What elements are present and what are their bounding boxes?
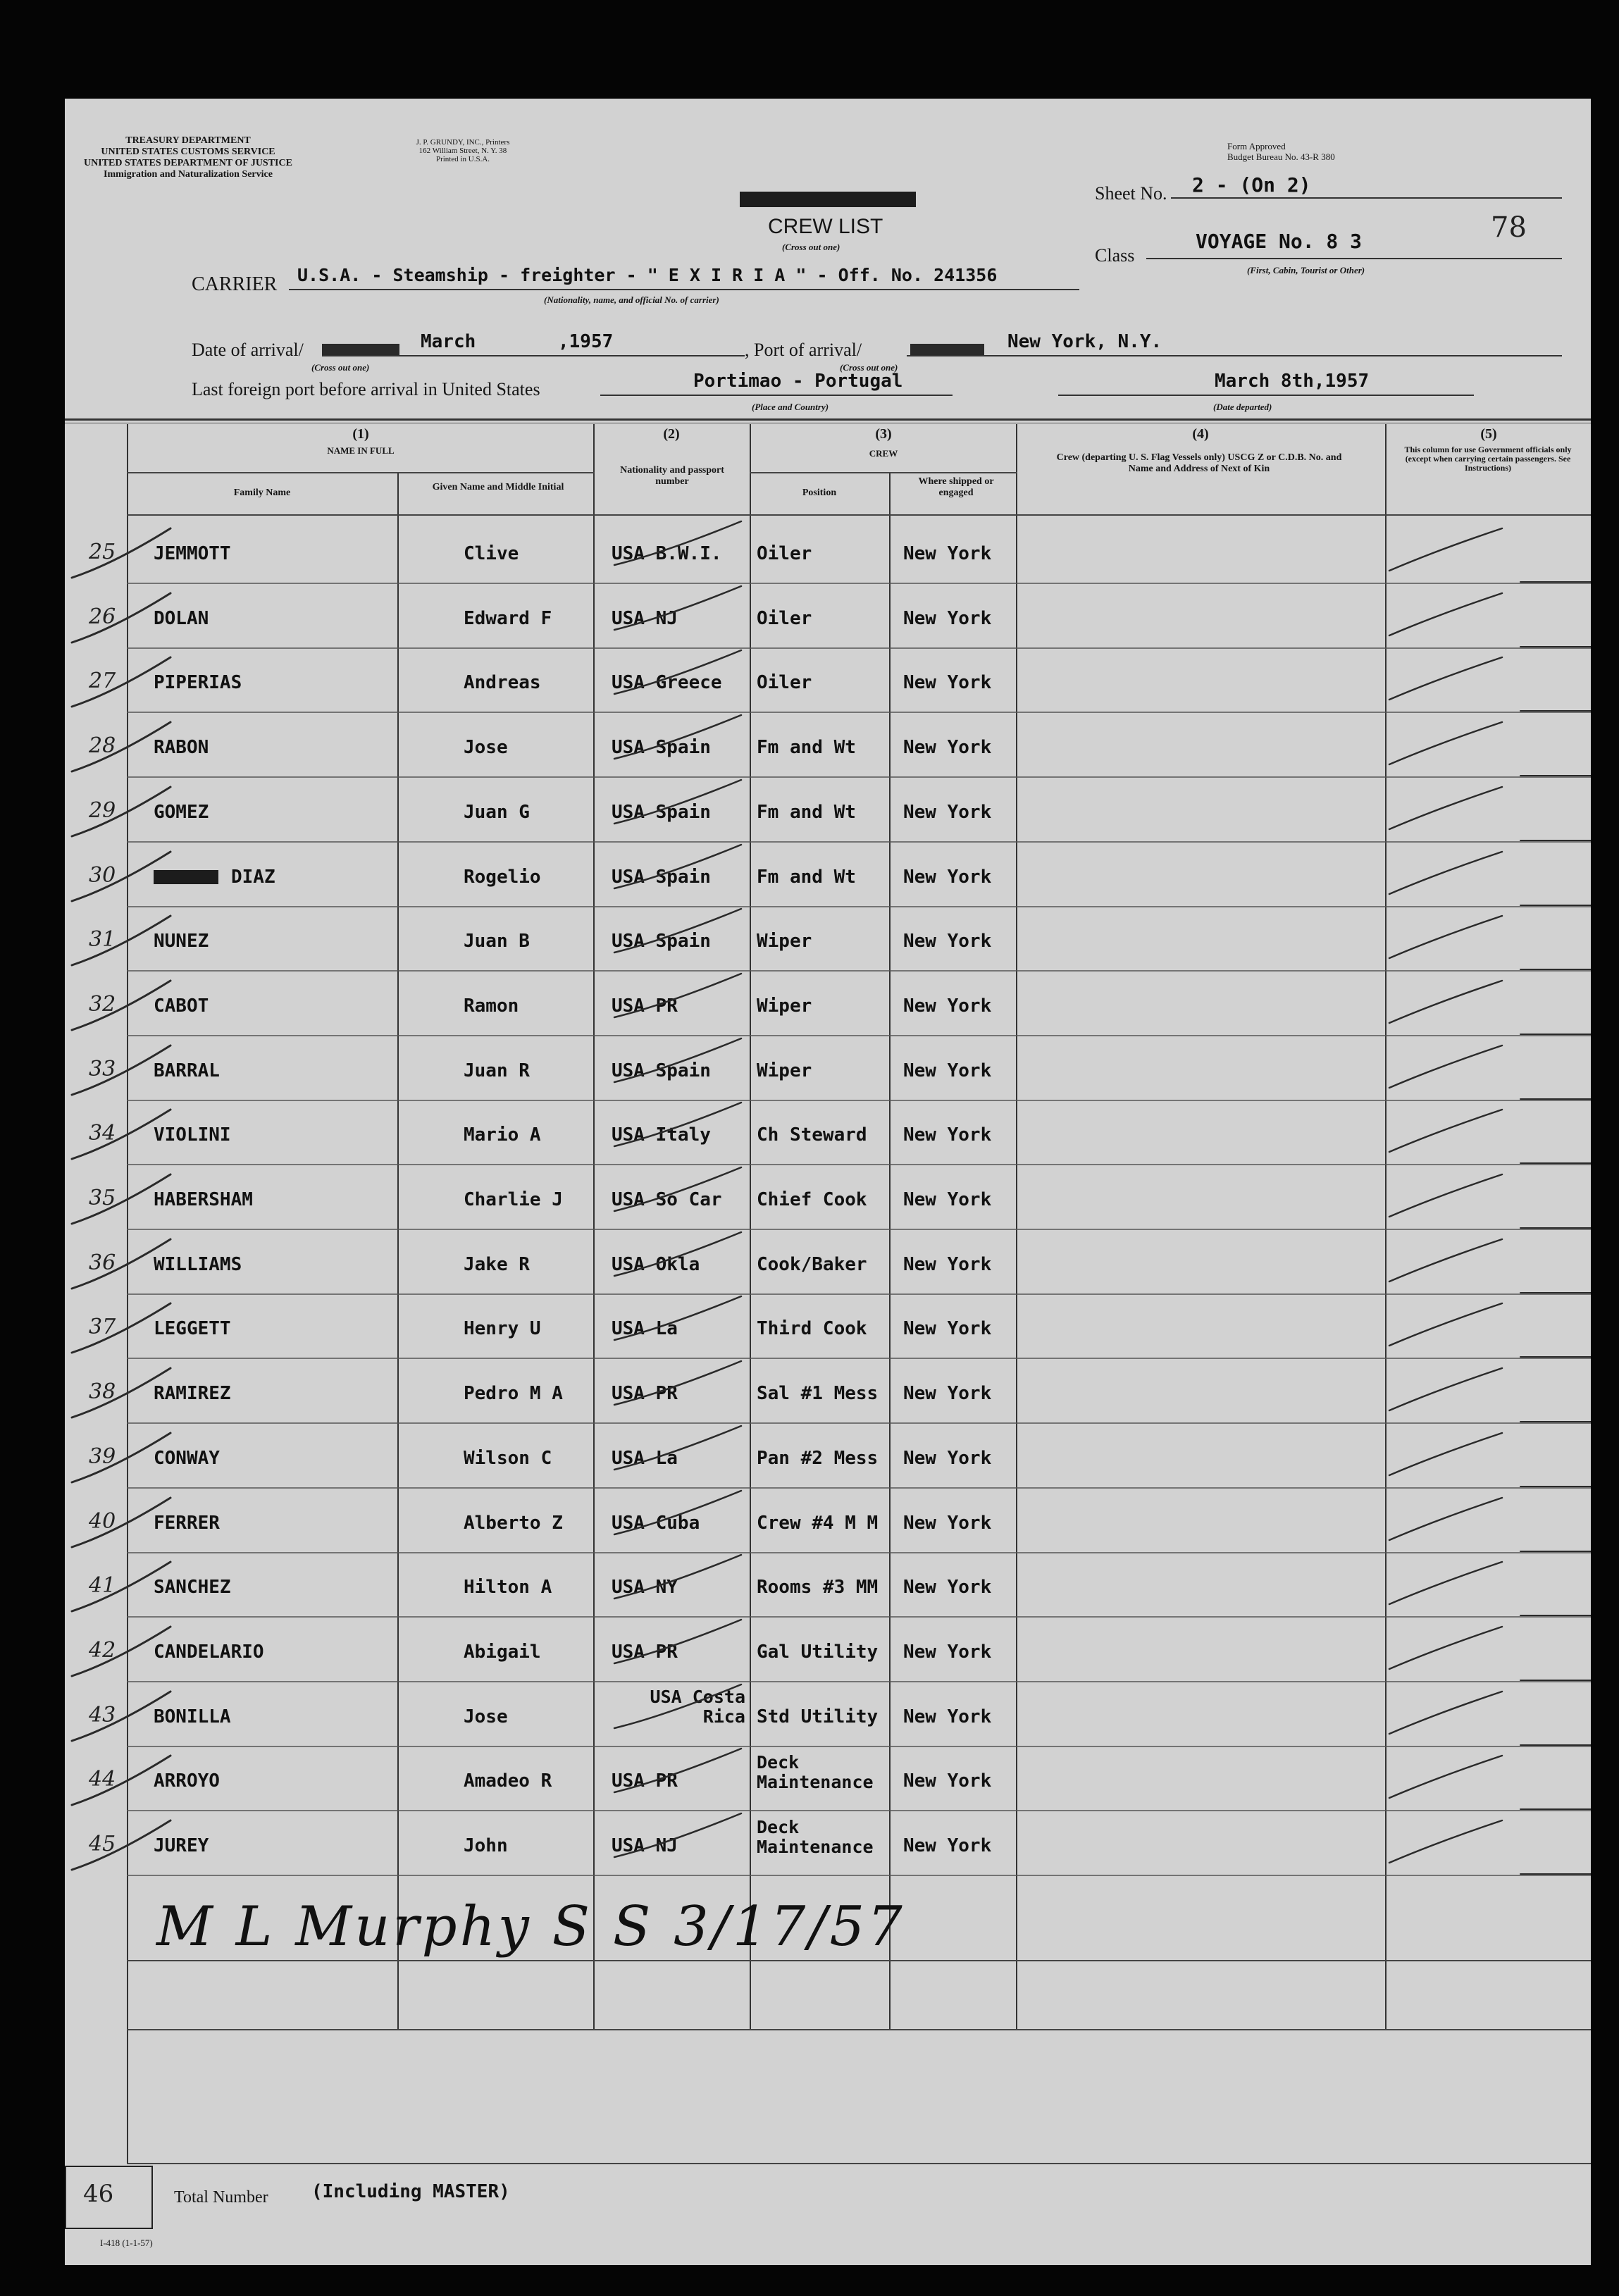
row-tick-mark — [72, 1562, 170, 1611]
given-name: Pedro M A — [464, 1383, 563, 1404]
row-number: 42 — [89, 1638, 116, 1663]
given-name: Jose — [464, 737, 508, 758]
port-label: , Port of arrival/ — [745, 340, 862, 360]
position: Chief Cook — [757, 1189, 867, 1210]
nationality: USA La — [612, 1318, 678, 1339]
given-name: Ramon — [464, 995, 519, 1017]
date-label: Date of arrival/ — [192, 340, 304, 360]
row-number: 26 — [89, 604, 116, 629]
family-name: ARROYO — [154, 1770, 220, 1792]
official-check-mark — [1389, 1368, 1502, 1410]
family-name: DOLAN — [154, 608, 209, 629]
nationality: USA PR — [612, 1642, 678, 1663]
position: Crew #4 M M — [757, 1513, 879, 1534]
where-engaged: New York — [903, 1642, 992, 1663]
nationality-check-mark — [614, 909, 741, 952]
where-engaged: New York — [903, 1770, 992, 1792]
agency-line-4: Immigration and Naturalization Service — [104, 169, 273, 180]
row-number: 33 — [89, 1057, 116, 1081]
row-tick-mark — [72, 1756, 170, 1805]
given-name: Clive — [464, 543, 519, 564]
crew-list-note: (Cross out one) — [782, 242, 840, 252]
position: Oiler — [757, 543, 812, 564]
official-check-mark — [1389, 722, 1502, 764]
where-engaged: New York — [903, 1513, 992, 1534]
row-number: 43 — [89, 1703, 116, 1727]
nationality-check-mark — [614, 1813, 741, 1857]
given-name: Mario A — [464, 1124, 541, 1146]
official-check-mark — [1389, 528, 1502, 571]
where-engaged: New York — [903, 608, 992, 629]
row-number: 38 — [89, 1379, 116, 1404]
col1-title: NAME IN FULL — [327, 445, 395, 456]
nationality: USA Okla — [612, 1254, 700, 1275]
given-name: Juan R — [464, 1060, 530, 1081]
position: Std Utility — [757, 1706, 879, 1727]
position: Sal #1 Mess — [757, 1383, 879, 1404]
row-tick-mark — [72, 852, 170, 901]
carrier-note: (Nationality, name, and official No. of carrier) — [544, 294, 719, 305]
row-number: 35 — [89, 1186, 116, 1210]
nationality: USA Italy — [612, 1124, 711, 1146]
given-name: Abigail — [464, 1642, 541, 1663]
where-engaged: New York — [903, 1577, 992, 1598]
col5-title: This column for use Government officials only (except when carrying certain passengers. See Instructions) — [1404, 445, 1572, 473]
family-name: RABON — [154, 737, 209, 758]
nationality: USA NJ — [612, 608, 678, 629]
family-name: GOMEZ — [154, 802, 209, 823]
given-name: Alberto Z — [464, 1513, 563, 1534]
row-tick-mark — [72, 916, 170, 965]
official-check-mark — [1389, 1692, 1502, 1734]
given-name: Hilton A — [464, 1577, 552, 1598]
departed-note: (Date departed) — [1213, 402, 1272, 412]
col2-title: Nationality and passport number — [620, 465, 724, 487]
official-check-mark — [1389, 1820, 1502, 1863]
where-engaged: New York — [903, 1835, 992, 1856]
position: Pan #2 Mess — [757, 1448, 879, 1469]
position: Cook/Baker — [757, 1254, 867, 1275]
col3-title: CREW — [869, 448, 898, 459]
total-label: Total Number — [174, 2188, 268, 2207]
official-check-mark — [1389, 787, 1502, 829]
row-number: 36 — [89, 1251, 116, 1275]
row-number: 44 — [89, 1767, 116, 1792]
row-number: 30 — [89, 863, 116, 888]
row-tick-mark — [72, 1045, 170, 1095]
nationality-check-mark — [614, 1167, 741, 1211]
family-name: CABOT — [154, 995, 209, 1017]
family-name: FERRER — [154, 1513, 220, 1534]
official-check-mark — [1389, 981, 1502, 1023]
printer-line-2: 162 William Street, N. Y. 38 — [418, 147, 507, 155]
total-note: (Including MASTER) — [311, 2181, 510, 2202]
where-engaged: New York — [903, 1448, 992, 1469]
row-tick-mark — [72, 1303, 170, 1353]
family-name: LEGGETT — [154, 1318, 231, 1339]
nationality: USA Costa Rica — [650, 1687, 745, 1727]
row-number: 45 — [89, 1832, 116, 1856]
col3b-title: Where shipped or engaged — [918, 476, 994, 498]
where-engaged: New York — [903, 1060, 992, 1081]
nationality: USA Spain — [612, 1060, 711, 1081]
position: Fm and Wt — [757, 867, 856, 888]
where-engaged: New York — [903, 995, 992, 1017]
printer-line-1: J. P. GRUNDY, INC., Printers — [416, 138, 510, 147]
position: Ch Steward — [757, 1124, 867, 1146]
col3a-title: Position — [802, 488, 837, 498]
given-name: Juan G — [464, 802, 530, 823]
row-number: 25 — [89, 540, 116, 564]
carrier-label: CARRIER — [192, 273, 278, 295]
family-name: DIAZ — [231, 867, 275, 888]
where-engaged: New York — [903, 1383, 992, 1404]
nationality: USA Cuba — [612, 1513, 700, 1534]
row-number: 37 — [89, 1315, 116, 1339]
given-name: Amadeo R — [464, 1770, 552, 1792]
official-check-mark — [1389, 1627, 1502, 1669]
position: Gal Utility — [757, 1642, 879, 1663]
position: Rooms #3 MM — [757, 1577, 879, 1598]
date-year: ,1957 — [558, 331, 614, 352]
officer-signature: M L Murphy S S 3/17/57 — [156, 1895, 905, 1959]
position: Fm and Wt — [757, 802, 856, 823]
nationality-check-mark — [614, 780, 741, 824]
official-check-mark — [1389, 593, 1502, 635]
class-label: Class — [1095, 245, 1135, 266]
row-tick-mark — [72, 1110, 170, 1159]
col1a-title: Family Name — [233, 488, 291, 498]
nationality: USA So Car — [612, 1189, 722, 1210]
where-engaged: New York — [903, 672, 992, 693]
where-engaged: New York — [903, 931, 992, 952]
given-name: Jose — [464, 1706, 508, 1727]
position: Wiper — [757, 1060, 812, 1081]
nationality: USA NY — [612, 1577, 678, 1598]
family-name: VIOLINI — [154, 1124, 231, 1146]
row-tick-mark — [72, 1239, 170, 1289]
nationality-check-mark — [614, 1232, 741, 1276]
where-engaged: New York — [903, 1124, 992, 1146]
family-name: BARRAL — [154, 1060, 220, 1081]
where-engaged: New York — [903, 1706, 992, 1727]
row-tick-mark — [72, 722, 170, 771]
col3-number: (3) — [875, 426, 892, 442]
row-tick-mark — [72, 1174, 170, 1224]
class-note: (First, Cabin, Tourist or Other) — [1247, 265, 1365, 275]
crew-list-title: CREW LIST — [768, 215, 883, 238]
row-tick-mark — [72, 1627, 170, 1676]
family-name: CONWAY — [154, 1448, 220, 1469]
agency-line-2: UNITED STATES CUSTOMS SERVICE — [101, 147, 275, 157]
row-tick-mark — [72, 528, 170, 578]
row-tick-mark — [72, 1692, 170, 1741]
last-port-value: Portimao - Portugal — [693, 371, 903, 392]
agency-line-1: TREASURY DEPARTMENT — [125, 135, 251, 146]
given-name: Wilson C — [464, 1448, 552, 1469]
row-tick-mark — [72, 593, 170, 643]
nationality-check-mark — [614, 1426, 741, 1470]
nationality: USA B.W.I. — [612, 543, 722, 564]
sheet-label: Sheet No. — [1095, 183, 1167, 204]
family-name: SANCHEZ — [154, 1577, 231, 1598]
row-number: 40 — [89, 1509, 116, 1534]
form-approved-line-2: Budget Bureau No. 43-R 380 — [1227, 151, 1335, 162]
nationality-check-mark — [614, 1620, 741, 1663]
family-name: RAMIREZ — [154, 1383, 231, 1404]
row-number: 39 — [89, 1444, 116, 1469]
nationality-check-mark — [614, 586, 741, 630]
audit-check-marks — [65, 99, 1591, 2265]
nationality-check-mark — [614, 650, 741, 694]
carrier-value: U.S.A. - Steamship - freighter - " E X I R I A " - Off. No. 241356 — [297, 265, 998, 285]
row-number: 32 — [89, 992, 116, 1017]
given-name: John — [464, 1835, 508, 1856]
family-name: JEMMOTT — [154, 543, 231, 564]
where-engaged: New York — [903, 1189, 992, 1210]
row-tick-mark — [72, 1368, 170, 1417]
position: Fm and Wt — [757, 737, 856, 758]
official-check-mark — [1389, 1562, 1502, 1604]
row-number: 28 — [89, 733, 116, 758]
where-engaged: New York — [903, 802, 992, 823]
port-note: (Cross out one) — [840, 362, 898, 373]
official-check-mark — [1389, 1045, 1502, 1088]
official-check-mark — [1389, 1239, 1502, 1282]
class-value: VOYAGE No. 8 3 — [1196, 230, 1363, 253]
nationality: USA Spain — [612, 867, 711, 888]
where-engaged: New York — [903, 1254, 992, 1275]
nationality: USA Spain — [612, 802, 711, 823]
family-name: PIPERIAS — [154, 672, 242, 693]
row-number: 34 — [89, 1121, 116, 1146]
position: Wiper — [757, 931, 812, 952]
official-check-mark — [1389, 1303, 1502, 1346]
official-check-mark — [1389, 657, 1502, 700]
official-check-mark — [1389, 1174, 1502, 1217]
row-tick-mark — [72, 657, 170, 707]
family-name: BONILLA — [154, 1706, 231, 1727]
position: Wiper — [757, 995, 812, 1017]
family-name: CANDELARIO — [154, 1642, 264, 1663]
official-check-mark — [1389, 1498, 1502, 1540]
nationality: USA PR — [612, 995, 678, 1017]
position: Third Cook — [757, 1318, 867, 1339]
nationality: USA La — [612, 1448, 678, 1469]
last-port-label: Last foreign port before arrival in United States — [192, 379, 540, 399]
where-engaged: New York — [903, 737, 992, 758]
printer-line-3: Printed in U.S.A. — [435, 155, 490, 163]
nationality: USA Spain — [612, 737, 711, 758]
row-tick-mark — [72, 981, 170, 1030]
nationality: USA NJ — [612, 1835, 678, 1856]
last-port-note: (Place and Country) — [752, 402, 829, 412]
family-name: JUREY — [154, 1835, 209, 1856]
where-engaged: New York — [903, 867, 992, 888]
row-tick-mark — [72, 787, 170, 836]
family-name: WILLIAMS — [154, 1254, 242, 1275]
official-check-mark — [1389, 852, 1502, 894]
port-value: New York, N.Y. — [1007, 331, 1162, 352]
where-engaged: New York — [903, 1318, 992, 1339]
nationality-check-mark — [614, 521, 741, 565]
nationality: USA Spain — [612, 931, 711, 952]
nationality-check-mark — [614, 1361, 741, 1405]
col4-title: Crew (departing U. S. Flag Vessels only) USCG Z or C.D.B. No. and Name and Address of Next of Kin — [1056, 452, 1342, 474]
nationality-check-mark — [614, 1684, 741, 1728]
official-check-mark — [1389, 1433, 1502, 1475]
row-number: 29 — [89, 798, 116, 823]
col1-number: (1) — [352, 426, 369, 442]
official-check-mark — [1389, 1756, 1502, 1798]
crew-list-document — [65, 99, 1591, 2265]
col1b-title: Given Name and Middle Initial — [432, 482, 564, 492]
row-number: 41 — [89, 1573, 116, 1598]
family-name: NUNEZ — [154, 931, 209, 952]
sheet-value: 2 - (On 2) — [1192, 173, 1311, 197]
nationality: USA PR — [612, 1770, 678, 1792]
position: Oiler — [757, 672, 812, 693]
official-check-mark — [1389, 916, 1502, 958]
row-number: 31 — [89, 927, 116, 952]
where-engaged: New York — [903, 543, 992, 564]
given-name: Jake R — [464, 1254, 530, 1275]
row-number: 27 — [89, 669, 116, 693]
row-tick-mark — [72, 1498, 170, 1547]
row-tick-mark — [72, 1820, 170, 1870]
nationality-check-mark — [614, 1296, 741, 1340]
form-approved-line-1: Form Approved — [1227, 141, 1286, 151]
given-name: Edward F — [464, 608, 552, 629]
nationality-check-mark — [614, 974, 741, 1017]
nationality: USA Greece — [612, 672, 722, 693]
given-name: Andreas — [464, 672, 541, 693]
date-note: (Cross out one) — [311, 362, 370, 373]
family-name: HABERSHAM — [154, 1189, 253, 1210]
given-name: Henry U — [464, 1318, 541, 1339]
nationality-check-mark — [614, 1491, 741, 1534]
form-code: I-418 (1-1-57) — [100, 2238, 153, 2248]
nationality-check-mark — [614, 1749, 741, 1792]
given-name: Juan B — [464, 931, 530, 952]
official-check-mark — [1389, 1110, 1502, 1152]
col5-number: (5) — [1480, 426, 1497, 442]
nationality-check-mark — [614, 1555, 741, 1599]
nationality-check-mark — [614, 1038, 741, 1082]
col4-number: (4) — [1192, 426, 1209, 442]
given-name: Charlie J — [464, 1189, 563, 1210]
nationality-check-mark — [614, 1103, 741, 1146]
nationality: USA PR — [612, 1383, 678, 1404]
nationality-check-mark — [614, 845, 741, 888]
position: Deck Maintenance — [757, 1817, 874, 1857]
col2-number: (2) — [663, 426, 680, 442]
nationality-check-mark — [614, 715, 741, 759]
agency-line-3: UNITED STATES DEPARTMENT OF JUSTICE — [84, 158, 292, 168]
position: Oiler — [757, 608, 812, 629]
departed-value: March 8th,1957 — [1215, 371, 1370, 392]
total-value: 46 — [83, 2180, 114, 2208]
given-name: Rogelio — [464, 867, 541, 888]
date-month: March — [421, 331, 476, 352]
row-tick-mark — [72, 1433, 170, 1482]
page-number: 78 — [1491, 211, 1527, 244]
position: Deck Maintenance — [757, 1752, 874, 1792]
